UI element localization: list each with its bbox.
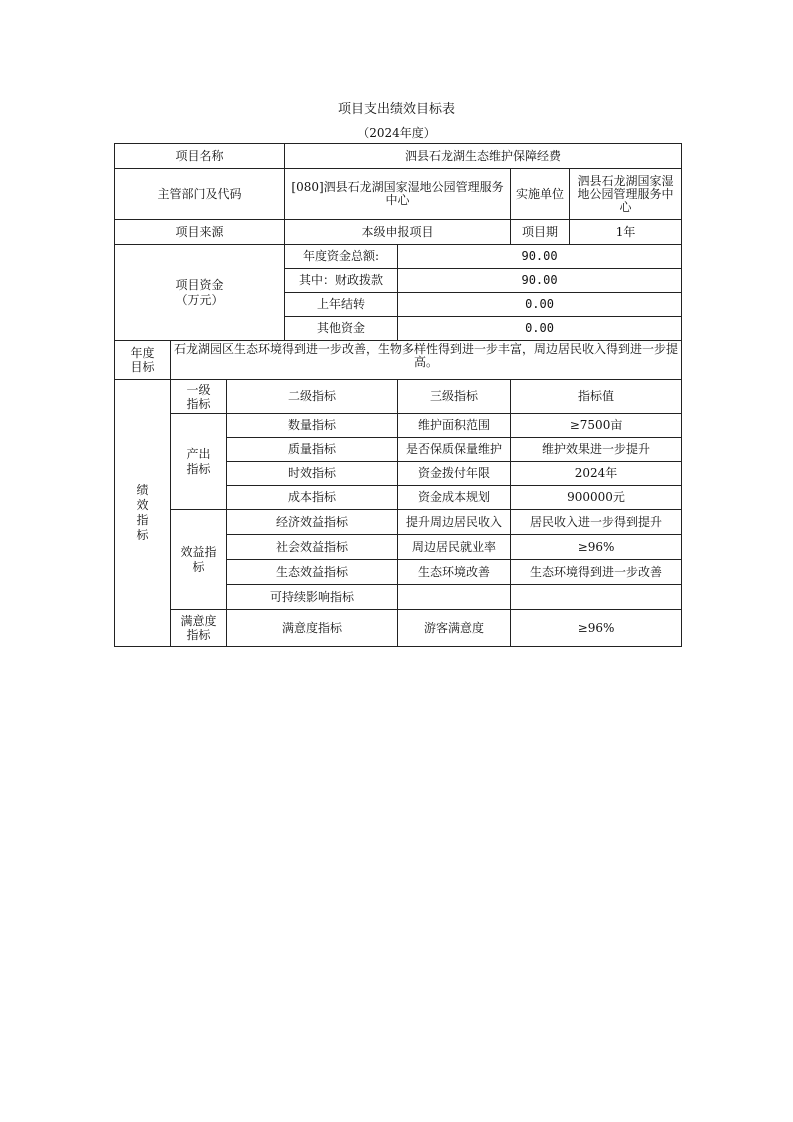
funds-label [115,245,285,341]
performance-label [115,380,171,647]
level3-cell: 周边居民就业率 [398,535,511,560]
level2-cell: 生态效益指标 [227,560,398,585]
project-source-label: 项目来源 [115,220,285,245]
benefit-indicators-text: 效益指标 [180,544,217,574]
benefit-indicators [171,510,227,610]
indicator-value [511,585,682,610]
funds-row-label: 上年结转 [285,293,398,317]
annual-goal-text: 石龙湖园区生态环境得到进一步改善，生物多样性得到进一步丰富，周边居民收入得到进一步提高。 [171,341,682,380]
funds-row-value: 90.00 [398,245,682,269]
level3-cell: 提升周边居民收入 [398,510,511,535]
project-name-label: 项目名称 [115,144,285,169]
annual-goal-label [115,341,171,380]
annual-goal-label-text: 年度目标 [130,346,155,374]
impl-unit-value: 泗县石龙湖国家湿地公园管理服务中心 [570,169,682,220]
level2-cell: 可持续影响指标 [227,585,398,610]
project-source-value: 本级申报项目 [285,220,511,245]
level1-header-text: 一级指标 [186,382,211,411]
funds-row-label: 年度资金总额: [285,245,398,269]
indicator-value: 居民收入进一步得到提升 [511,510,682,535]
project-name-value: 泗县石龙湖生态维护保障经费 [285,144,682,169]
level3-cell: 资金拨付年限 [398,462,511,486]
level3-cell [398,585,511,610]
project-period-value: 1年 [570,220,682,245]
funds-row-label: 其他资金 [285,317,398,341]
project-period-label: 项目期 [511,220,570,245]
funds-row-value: 0.00 [398,293,682,317]
output-indicators-text: 产出指标 [186,446,211,476]
level3-cell: 游客满意度 [398,610,511,647]
value-header: 指标值 [511,380,682,414]
level2-cell: 满意度指标 [227,610,398,647]
indicator-value: 生态环境得到进一步改善 [511,560,682,585]
level3-cell: 是否保质保量维护 [398,438,511,462]
level3-header: 三级指标 [398,380,511,414]
level2-cell: 数量指标 [227,414,398,438]
level2-cell: 社会效益指标 [227,535,398,560]
dept-label: 主管部门及代码 [115,169,285,220]
level2-cell: 质量指标 [227,438,398,462]
table-year: （2024年度） [357,126,436,140]
level1-header [171,380,227,414]
table-title: 项目支出绩效目标表 [337,102,455,117]
funds-row-value: 0.00 [398,317,682,341]
funds-label-text: 项目资金（万元） [175,277,224,307]
indicator-value: ≥96% [511,535,682,560]
indicator-value: 900000元 [511,486,682,510]
performance-label-text: 绩效指标 [136,483,149,542]
dept-value: [080]泗县石龙湖国家湿地公园管理服务中心 [285,169,511,220]
output-indicators [171,414,227,510]
performance-target-table [114,143,682,647]
level2-cell: 成本指标 [227,486,398,510]
satisfaction-indicators-text: 满意度指标 [180,614,217,642]
funds-row-value: 90.00 [398,269,682,293]
impl-unit-label: 实施单位 [511,169,570,220]
level2-header: 二级指标 [227,380,398,414]
level3-cell: 生态环境改善 [398,560,511,585]
funds-row-label: 其中：财政拨款 [285,269,398,293]
indicator-value: ≥7500亩 [511,414,682,438]
indicator-value: 2024年 [511,462,682,486]
level3-cell: 维护面积范围 [398,414,511,438]
indicator-value: 维护效果进一步提升 [511,438,682,462]
satisfaction-indicators [171,610,227,647]
level3-cell: 资金成本规划 [398,486,511,510]
indicator-value: ≥96% [511,610,682,647]
level2-cell: 经济效益指标 [227,510,398,535]
level2-cell: 时效指标 [227,462,398,486]
